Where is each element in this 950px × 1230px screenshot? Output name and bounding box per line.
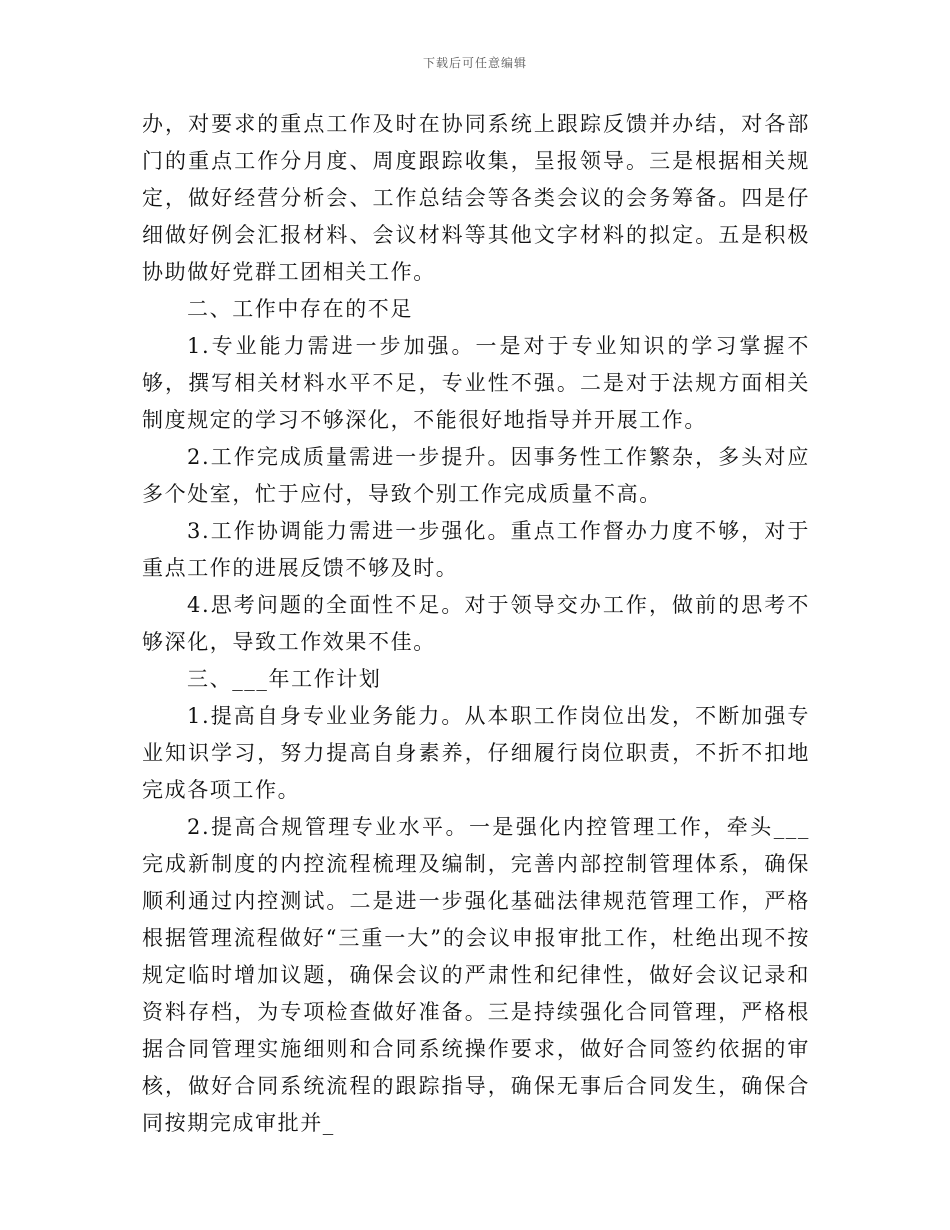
paragraph-shortcoming-4: 4.思考问题的全面性不足。对于领导交办工作，做前的思考不够深化，导致工作效果不佳。 <box>142 593 810 654</box>
paragraph-shortcoming-1: 1.专业能力需进一步加强。一是对于专业知识的学习掌握不够，撰写相关材料水平不足，专业性不强。二是对于法规方面相关制度规定的学习不够深化，不能很好地指导并开展工作。 <box>142 334 810 432</box>
paragraph-continuation: 办，对要求的重点工作及时在协同系统上跟踪反馈并办结，对各部门的重点工作分月度、周度跟踪收集，呈报领导。三是根据相关规定，做好经营分析会、工作总结会等各类会议的会务筹备。四是仔细做好例会汇报材料、会议材料等其他文字材料的拟定。五是积极协助做好党群工团相关工作。 <box>142 112 810 284</box>
paragraph-plan-2: 2.提高合规管理专业水平。一是强化内控管理工作，牵头___完成新制度的内控流程梳理及编制，完善内部控制管理体系，确保顺利通过内控测试。二是进一步强化基础法律规范管理工作，严格根据管理流程做好“三重一大”的会议申报审批工作，杜绝出现不按规定临时增加议题，确保会议的严肃性和纪律性，做好会议记录和资料存档，为专项检查做好准备。三是持续强化合同管理，严格根据合同管理实施细则和合同系统操作要求，做好合同签约依据的审核，做好合同系统流程的跟踪指导，确保无事后合同发生，确保合同按期完成审批并_ <box>142 815 810 1135</box>
section-heading-work-plan: 三、___年工作计划 <box>187 667 382 691</box>
paragraph-shortcoming-2: 2.工作完成质量需进一步提升。因事务性工作繁杂，多头对应多个处室，忙于应付，导致个别工作完成质量不高。 <box>142 445 810 506</box>
page-header-note: 下载后可任意编辑 <box>422 56 527 70</box>
paragraph-shortcoming-3: 3.工作协调能力需进一步强化。重点工作督办力度不够，对于重点工作的进展反馈不够及时。 <box>142 519 810 580</box>
section-heading-shortcomings: 二、工作中存在的不足 <box>187 297 413 321</box>
document-body <box>142 106 810 1142</box>
paragraph-plan-1: 1.提高自身专业业务能力。从本职工作岗位出发，不断加强专业知识学习，努力提高自身素养，仔细履行岗位职责，不折不扣地完成各项工作。 <box>142 704 810 802</box>
